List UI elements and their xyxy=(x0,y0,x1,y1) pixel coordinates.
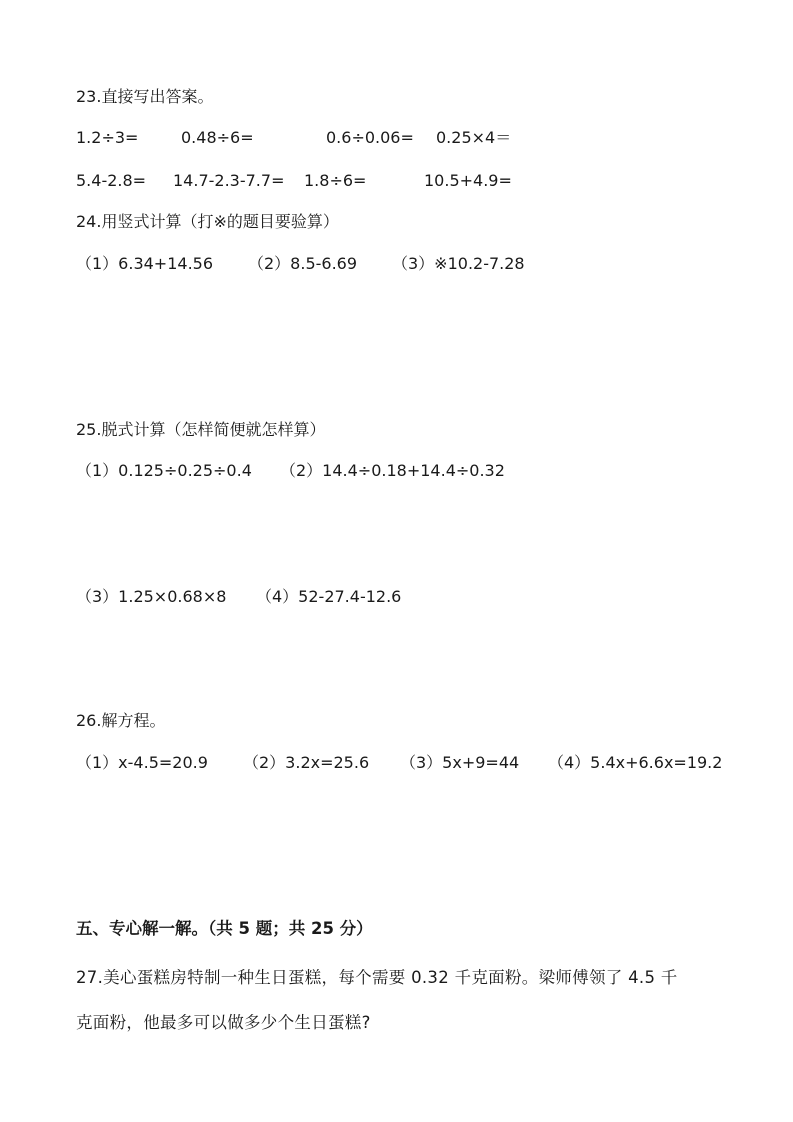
q25-item-3: （3）1.25×0.68×8 xyxy=(76,587,227,606)
q26-item-1: （1）x-4.5=20.9 xyxy=(76,753,208,772)
q26-item-2: （2）3.2x=25.6 xyxy=(243,753,370,772)
q23-item-5: 5.4-2.8= xyxy=(76,171,147,190)
q23-item-3: 0.6÷0.06= xyxy=(326,128,414,147)
q27-line-2: 克面粉，他最多可以做多少个生日蛋糕? xyxy=(76,1013,371,1032)
q23-item-6: 14.7-2.3-7.7= xyxy=(173,171,285,190)
q27-line-1: 27.美心蛋糕房特制一种生日蛋糕，每个需要 0.32 千克面粉。梁师傅领了 4.5 千 xyxy=(76,968,678,987)
q25-title: 25.脱式计算（怎样简便就怎样算） xyxy=(76,420,326,439)
section-5-title: 五、专心解一解。（共 5 题；共 25 分） xyxy=(76,919,373,938)
q23-item-1: 1.2÷3= xyxy=(76,128,139,147)
q23-item-2: 0.48÷6= xyxy=(181,128,254,147)
q26-item-4: （4）5.4x+6.6x=19.2 xyxy=(548,753,723,772)
q23-item-8: 10.5+4.9= xyxy=(424,171,512,190)
q25-item-1: （1）0.125÷0.25÷0.4 xyxy=(76,461,252,480)
q24-title: 24.用竖式计算（打※的题目要验算） xyxy=(76,212,339,231)
q26-title: 26.解方程。 xyxy=(76,711,166,730)
q23-title: 23.直接写出答案。 xyxy=(76,87,214,106)
q25-item-2: （2）14.4÷0.18+14.4÷0.32 xyxy=(280,461,505,480)
q24-item-3: （3）※10.2-7.28 xyxy=(392,254,525,273)
q26-item-3: （3）5x+9=44 xyxy=(400,753,520,772)
q23-item-7: 1.8÷6= xyxy=(304,171,367,190)
q24-item-2: （2）8.5-6.69 xyxy=(248,254,358,273)
q23-item-4: 0.25×4＝ xyxy=(436,128,512,147)
q25-item-4: （4）52-27.4-12.6 xyxy=(256,587,402,606)
q24-item-1: （1）6.34+14.56 xyxy=(76,254,214,273)
